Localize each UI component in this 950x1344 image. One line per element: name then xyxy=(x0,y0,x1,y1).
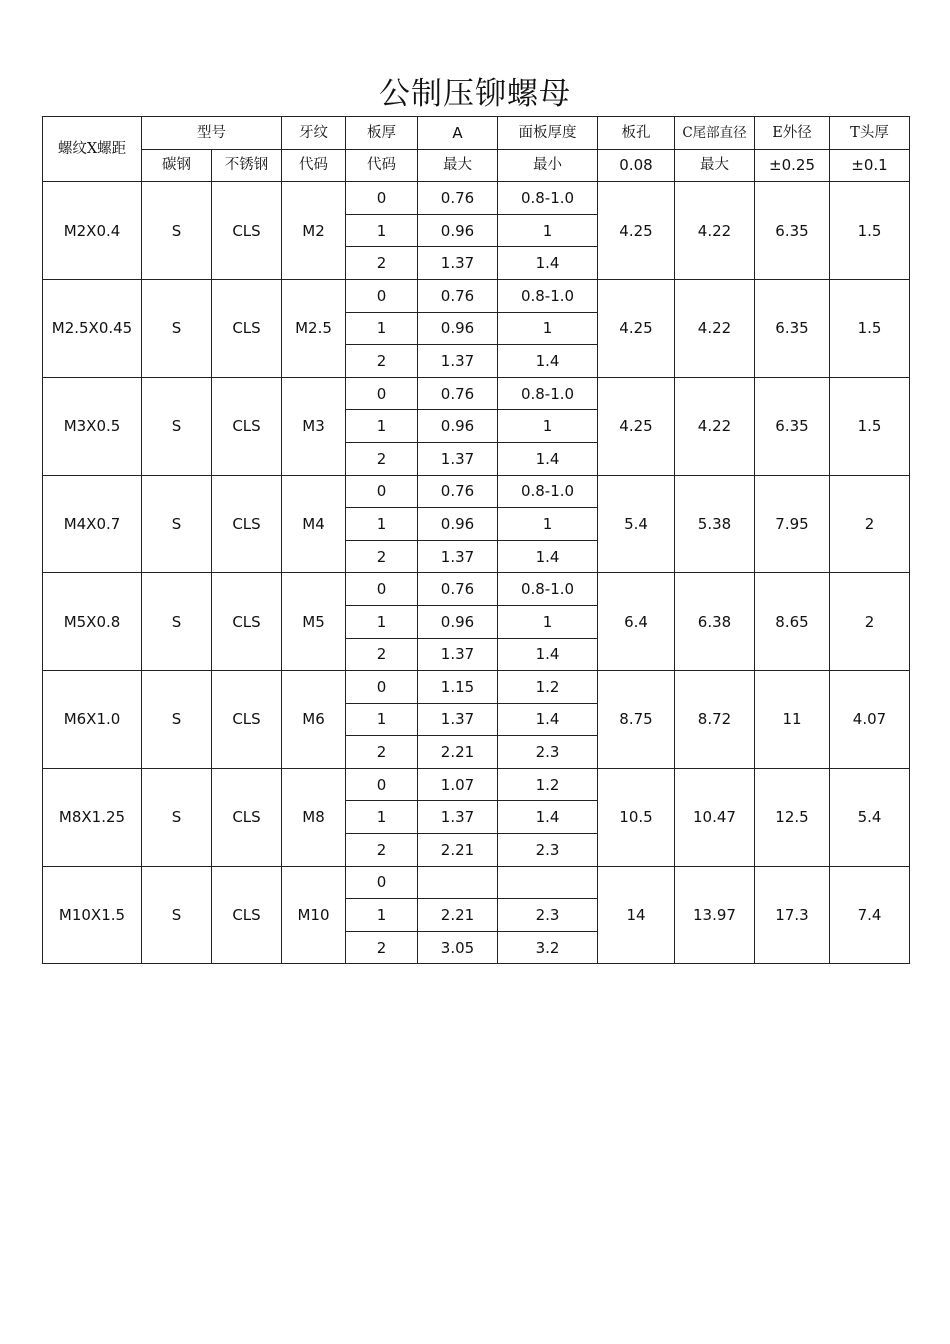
cell-hole: 4.25 xyxy=(598,279,675,377)
cell-t-head: 1.5 xyxy=(830,182,910,280)
cell-spec: M2.5X0.45 xyxy=(43,279,142,377)
cell-panel-min: 2.3 xyxy=(498,899,598,932)
cell-panel-min: 0.8-1.0 xyxy=(498,573,598,606)
cell-plate-code: 0 xyxy=(346,182,418,215)
table-row xyxy=(43,573,910,606)
cell-a-max: 0.96 xyxy=(418,312,498,345)
cell-carbon: S xyxy=(142,866,212,964)
cell-plate-code: 2 xyxy=(346,638,418,671)
table-row xyxy=(43,768,910,801)
cell-plate-code: 1 xyxy=(346,899,418,932)
cell-plate-code: 2 xyxy=(346,247,418,280)
cell-hole: 5.4 xyxy=(598,475,675,573)
cell-thread-code: M2 xyxy=(282,182,346,280)
cell-hole: 6.4 xyxy=(598,573,675,671)
cell-e-diameter: 6.35 xyxy=(755,377,830,475)
cell-c-max: 4.22 xyxy=(675,377,755,475)
cell-plate-code: 1 xyxy=(346,214,418,247)
cell-t-head: 2 xyxy=(830,475,910,573)
cell-e-diameter: 17.3 xyxy=(755,866,830,964)
cell-plate-code: 0 xyxy=(346,671,418,704)
table-row xyxy=(43,182,910,215)
cell-panel-min: 1 xyxy=(498,508,598,541)
cell-panel-min: 0.8-1.0 xyxy=(498,279,598,312)
cell-t-head: 1.5 xyxy=(830,377,910,475)
cell-e-diameter: 6.35 xyxy=(755,182,830,280)
cell-c-max: 4.22 xyxy=(675,279,755,377)
cell-panel-min: 1.4 xyxy=(498,703,598,736)
cell-panel-min: 1.4 xyxy=(498,801,598,834)
table-row xyxy=(43,671,910,704)
cell-a-max: 1.07 xyxy=(418,768,498,801)
cell-plate-code: 2 xyxy=(346,442,418,475)
cell-thread-code: M8 xyxy=(282,768,346,866)
cell-t-head: 7.4 xyxy=(830,866,910,964)
cell-plate-code: 1 xyxy=(346,312,418,345)
cell-c-max: 10.47 xyxy=(675,768,755,866)
cell-a-max: 0.96 xyxy=(418,410,498,443)
cell-t-head: 4.07 xyxy=(830,671,910,769)
header-row-1 xyxy=(43,117,910,150)
cell-spec: M3X0.5 xyxy=(43,377,142,475)
header-t-sub: ±0.1 xyxy=(830,149,910,182)
cell-plate-code: 0 xyxy=(346,279,418,312)
cell-a-max: 2.21 xyxy=(418,736,498,769)
cell-plate-code: 1 xyxy=(346,605,418,638)
cell-hole: 10.5 xyxy=(598,768,675,866)
header-carbon-steel: 碳钢 xyxy=(142,149,212,182)
cell-thread-code: M3 xyxy=(282,377,346,475)
cell-panel-min: 1.4 xyxy=(498,345,598,378)
cell-e-diameter: 6.35 xyxy=(755,279,830,377)
cell-panel-min: 3.2 xyxy=(498,931,598,964)
cell-plate-code: 2 xyxy=(346,345,418,378)
cell-t-head: 5.4 xyxy=(830,768,910,866)
cell-c-max: 6.38 xyxy=(675,573,755,671)
cell-panel-min: 1.4 xyxy=(498,247,598,280)
header-panel-sub: 最小 xyxy=(498,149,598,182)
cell-carbon: S xyxy=(142,475,212,573)
cell-stainless: CLS xyxy=(212,182,282,280)
cell-a-max: 0.76 xyxy=(418,279,498,312)
cell-carbon: S xyxy=(142,768,212,866)
cell-a-max: 0.76 xyxy=(418,573,498,606)
cell-spec: M2X0.4 xyxy=(43,182,142,280)
cell-e-diameter: 8.65 xyxy=(755,573,830,671)
header-e-sub: ±0.25 xyxy=(755,149,830,182)
cell-a-max: 2.21 xyxy=(418,834,498,867)
cell-stainless: CLS xyxy=(212,768,282,866)
cell-a-max: 0.76 xyxy=(418,182,498,215)
header-c-sub: 最大 xyxy=(675,149,755,182)
cell-a-max: 1.37 xyxy=(418,345,498,378)
cell-plate-code: 2 xyxy=(346,931,418,964)
header-a-sub: 最大 xyxy=(418,149,498,182)
table-row xyxy=(43,279,910,312)
cell-carbon: S xyxy=(142,671,212,769)
cell-carbon: S xyxy=(142,182,212,280)
cell-a-max: 1.37 xyxy=(418,247,498,280)
header-panel-thickness: 面板厚度 xyxy=(498,117,598,150)
cell-a-max: 0.96 xyxy=(418,605,498,638)
cell-hole: 8.75 xyxy=(598,671,675,769)
cell-c-max: 8.72 xyxy=(675,671,755,769)
cell-stainless: CLS xyxy=(212,475,282,573)
cell-hole: 4.25 xyxy=(598,377,675,475)
cell-plate-code: 0 xyxy=(346,377,418,410)
cell-stainless: CLS xyxy=(212,573,282,671)
cell-spec: M6X1.0 xyxy=(43,671,142,769)
cell-plate-code: 0 xyxy=(346,866,418,899)
cell-a-max: 2.21 xyxy=(418,899,498,932)
cell-a-max: 0.76 xyxy=(418,377,498,410)
header-c: C尾部直径 xyxy=(675,117,755,150)
cell-thread-code: M4 xyxy=(282,475,346,573)
cell-panel-min: 1.2 xyxy=(498,671,598,704)
cell-a-max: 0.96 xyxy=(418,214,498,247)
cell-a-max xyxy=(418,866,498,899)
cell-thread-code: M2.5 xyxy=(282,279,346,377)
spec-table xyxy=(42,116,910,964)
cell-stainless: CLS xyxy=(212,377,282,475)
cell-plate-code: 0 xyxy=(346,475,418,508)
header-plate-code: 代码 xyxy=(346,149,418,182)
cell-plate-code: 0 xyxy=(346,573,418,606)
cell-a-max: 1.37 xyxy=(418,638,498,671)
cell-plate-code: 2 xyxy=(346,736,418,769)
cell-spec: M8X1.25 xyxy=(43,768,142,866)
cell-stainless: CLS xyxy=(212,671,282,769)
cell-panel-min: 0.8-1.0 xyxy=(498,377,598,410)
table-row xyxy=(43,866,910,899)
table-body xyxy=(43,182,910,964)
cell-a-max: 1.37 xyxy=(418,801,498,834)
table-row xyxy=(43,377,910,410)
header-thread-pitch: 螺纹X螺距 xyxy=(43,117,142,182)
cell-spec: M4X0.7 xyxy=(43,475,142,573)
cell-plate-code: 2 xyxy=(346,540,418,573)
cell-carbon: S xyxy=(142,279,212,377)
cell-panel-min: 1.4 xyxy=(498,442,598,475)
header-model: 型号 xyxy=(142,117,282,150)
cell-t-head: 2 xyxy=(830,573,910,671)
cell-plate-code: 2 xyxy=(346,834,418,867)
header-plate-thickness: 板厚 xyxy=(346,117,418,150)
cell-e-diameter: 7.95 xyxy=(755,475,830,573)
cell-stainless: CLS xyxy=(212,866,282,964)
cell-thread-code: M5 xyxy=(282,573,346,671)
header-t: T头厚 xyxy=(830,117,910,150)
cell-plate-code: 0 xyxy=(346,768,418,801)
cell-panel-min: 1 xyxy=(498,214,598,247)
cell-c-max: 5.38 xyxy=(675,475,755,573)
page-title: 公制压铆螺母 xyxy=(379,76,571,112)
cell-a-max: 1.37 xyxy=(418,442,498,475)
cell-a-max: 1.37 xyxy=(418,540,498,573)
header-a: A xyxy=(418,117,498,150)
header-stainless: 不锈钢 xyxy=(212,149,282,182)
cell-c-max: 13.97 xyxy=(675,866,755,964)
cell-plate-code: 1 xyxy=(346,801,418,834)
cell-panel-min: 0.8-1.0 xyxy=(498,182,598,215)
cell-spec: M10X1.5 xyxy=(43,866,142,964)
cell-t-head: 1.5 xyxy=(830,279,910,377)
cell-plate-code: 1 xyxy=(346,703,418,736)
cell-panel-min: 1.4 xyxy=(498,540,598,573)
cell-hole: 14 xyxy=(598,866,675,964)
header-thread-code: 代码 xyxy=(282,149,346,182)
cell-panel-min xyxy=(498,866,598,899)
cell-panel-min: 0.8-1.0 xyxy=(498,475,598,508)
cell-a-max: 3.05 xyxy=(418,931,498,964)
cell-panel-min: 1 xyxy=(498,605,598,638)
cell-panel-min: 2.3 xyxy=(498,834,598,867)
cell-panel-min: 1 xyxy=(498,312,598,345)
header-e: E外径 xyxy=(755,117,830,150)
cell-plate-code: 1 xyxy=(346,410,418,443)
table-row xyxy=(43,475,910,508)
cell-carbon: S xyxy=(142,573,212,671)
cell-hole: 4.25 xyxy=(598,182,675,280)
cell-thread-code: M6 xyxy=(282,671,346,769)
cell-spec: M5X0.8 xyxy=(43,573,142,671)
cell-a-max: 0.76 xyxy=(418,475,498,508)
cell-thread-code: M10 xyxy=(282,866,346,964)
cell-plate-code: 1 xyxy=(346,508,418,541)
cell-panel-min: 1.2 xyxy=(498,768,598,801)
cell-panel-min: 1 xyxy=(498,410,598,443)
cell-a-max: 1.37 xyxy=(418,703,498,736)
cell-e-diameter: 12.5 xyxy=(755,768,830,866)
cell-e-diameter: 11 xyxy=(755,671,830,769)
cell-panel-min: 2.3 xyxy=(498,736,598,769)
header-row-2 xyxy=(43,149,910,182)
cell-stainless: CLS xyxy=(212,279,282,377)
cell-a-max: 1.15 xyxy=(418,671,498,704)
cell-carbon: S xyxy=(142,377,212,475)
header-hole: 板孔 xyxy=(598,117,675,150)
cell-panel-min: 1.4 xyxy=(498,638,598,671)
cell-c-max: 4.22 xyxy=(675,182,755,280)
header-thread: 牙纹 xyxy=(282,117,346,150)
header-hole-sub: 0.08 xyxy=(598,149,675,182)
cell-a-max: 0.96 xyxy=(418,508,498,541)
